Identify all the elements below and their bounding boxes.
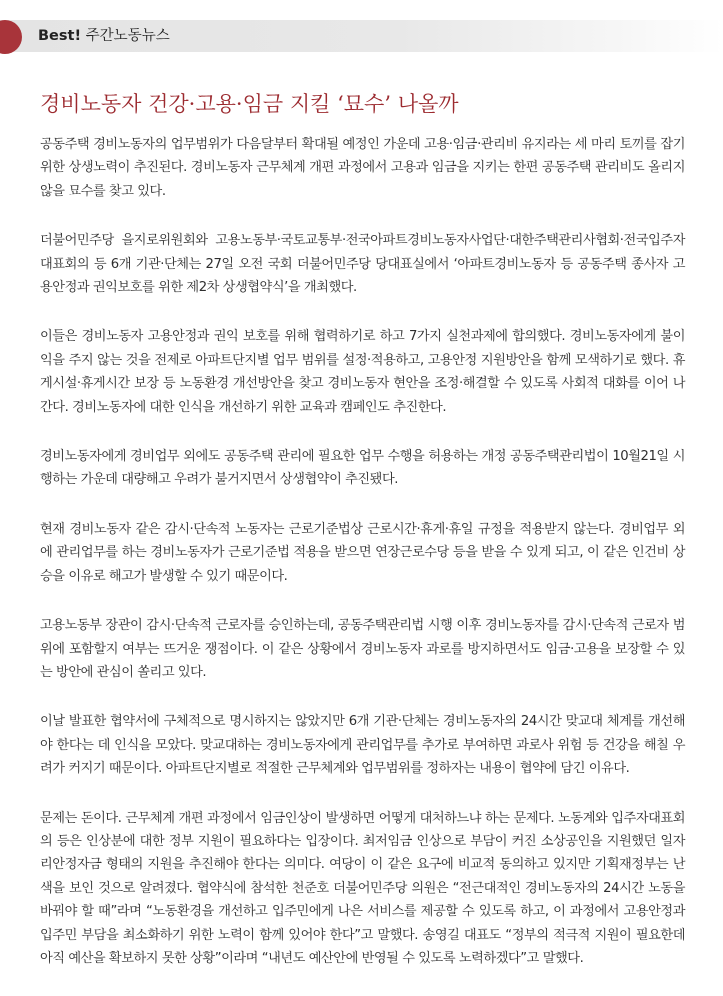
article-paragraph: 이날 발표한 협약서에 구체적으로 명시하지는 않았지만 6개 기관·단체는 경비노동자의 24시간 맞교대 체계를 개선해야 한다는 데 인식을 모았다. 맞교대하는 경비노동자에게 관리업무를 추가로 부여하면 과로사 위험 등 건강을 해칠 우려가 커지기 때문이다. 아파트단지별로 적절한 근무체계와 업무범위를 정하자는 내용이 협약에 담긴 이유다. [40,714,685,777]
section-name: 주간노동뉴스 [85,28,170,44]
article-paragraph: 이들은 경비노동자 고용안정과 권익 보호를 위해 협력하기로 하고 7가지 실천과제에 합의했다. 경비노동자에게 불이익을 주지 않는 것을 전제로 아파트단지별 업무 범위를 설정·적용하고, 고용안정 지원방안을 함께 모색하기로 했다. 휴게시설·휴게시간 보장 등 노동환경 개선방안을 찾고 경비노동자 현안을 조정·해결할 수 있도록 사회적 대화를 이어 나간다. 경비노동자에 대한 인식을 개선하기 위한 교육과 캠페인도 추진한다. [40,329,685,415]
article-paragraph: 고용노동부 장관이 감시·단속적 근로자를 승인하는데, 공동주택관리법 시행 이후 경비노동자를 감시·단속적 근로자 범위에 포함할지 여부는 뜨거운 쟁점이다. 이 같은 상황에서 경비노동자 과로를 방지하면서도 임금·고용을 보장할 수 있는 방안에 관심이 쏠리고 있다. [40,618,685,680]
section-header [38,25,170,47]
article-title: 경비노동자 건강·고용·임금 지킬 ‘묘수’ 나올까 [40,92,459,116]
article-body [40,133,685,996]
best-label: Best! [38,28,82,44]
article-paragraph: 현재 경비노동자 같은 감시·단속적 노동자는 근로기준법상 근로시간·휴게·휴일 규정을 적용받지 않는다. 경비업무 외에 관리업무를 하는 경비노동자가 근로기준법 적용을 받으면 연장근로수당 등을 받을 수 있게 되고, 이 같은 인건비 상승을 이유로 해고가 발생할 수 있기 때문이다. [40,521,685,584]
article-paragraph: 더불어민주당 을지로위원회와 고용노동부·국토교통부·전국아파트경비노동자사업단·대한주택관리사협회·전국입주자대표회의 등 6개 기관·단체는 27일 오전 국회 더불어민주당 당대표실에서 ‘아파트경비노동자 등 공동주택 종사자 고용안정과 권익보호를 위한 제2차 상생협약식’을 개최했다. [40,233,685,296]
article-paragraph: 공동주택 경비노동자의 업무범위가 다음달부터 확대될 예정인 가운데 고용·임금·관리비 유지라는 세 마리 토끼를 잡기 위한 상생노력이 추진된다. 경비노동자 근무체계 개편 과정에서 고용과 임금을 지키는 한편 공동주택 관리비도 올리지 않을 묘수를 찾고 있다. [40,137,685,199]
article-paragraph: 경비노동자에게 경비업무 외에도 공동주택 관리에 필요한 업무 수행을 허용하는 개정 공동주택관리법이 10월21일 시행하는 가운데 대량해고 우려가 불거지면서 상생협약이 추진됐다. [40,449,685,488]
article-paragraph: 문제는 돈이다. 근무체계 개편 과정에서 임금인상이 발생하면 어떻게 대처하느냐 하는 문제다. 노동계와 입주자대표회의 등은 인상분에 대한 정부 지원이 필요하다는 입장이다. 최저임금 인상으로 부담이 커진 소상공인을 지원했던 일자리안정자금 형태의 지원을 추진해야 한다는 의미다. 여당이 이 같은 요구에 비교적 동의하고 있지만 기획재정부는 난색을 보인 것으로 알려졌다. 협약식에 참석한 천준호 더불어민주당 의원은 “전근대적인 경비노동자의 24시간 노동을 바꿔야 할 때”라며 “노동환경을 개선하고 입주민에게 나은 서비스를 제공할 수 있도록 하고, 이 과정에서 고용안정과 입주민 부담을 최소화하기 위한 노력이 함께 있어야 한다”고 말했다. 송영길 대표도 “정부의 적극적 지원이 필요한데 아직 예산을 확보하지 못한 상황”이라며 “내년도 예산안에 반영될 수 있도록 노력하겠다”고 말했다. [40,810,685,966]
